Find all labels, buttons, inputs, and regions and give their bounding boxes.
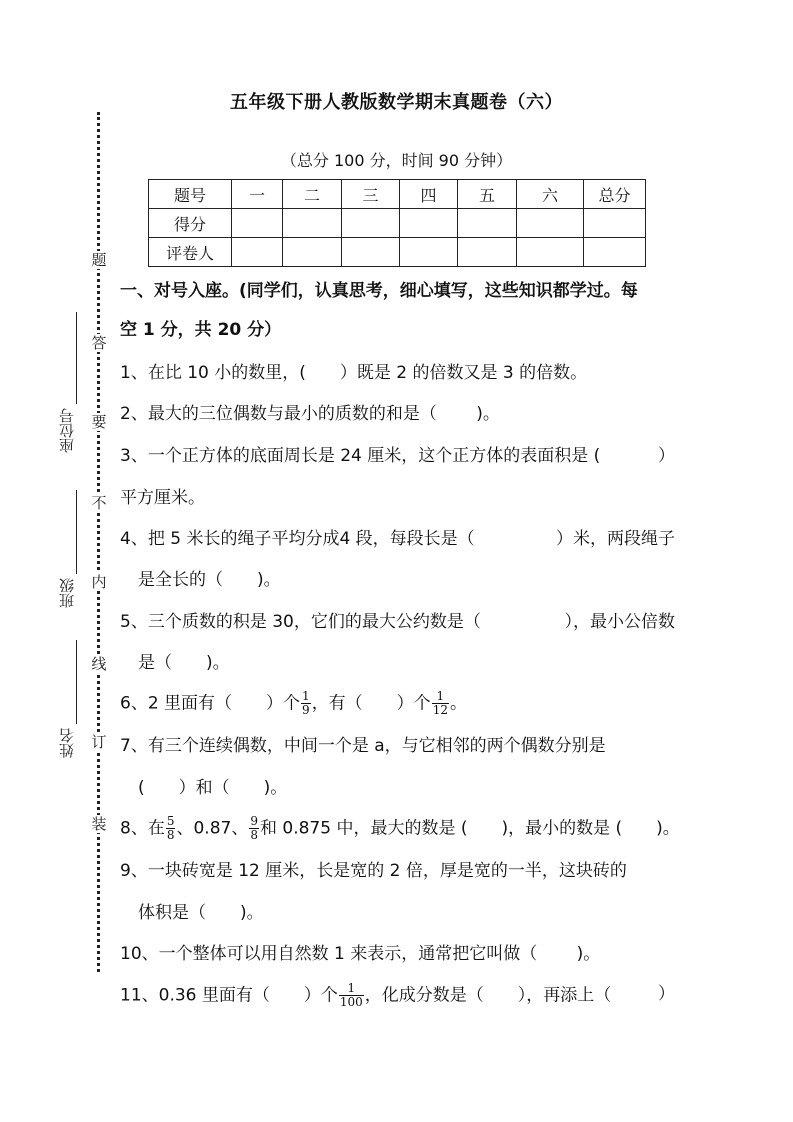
seal-char: 内	[91, 573, 107, 591]
seal-char: 装	[91, 815, 107, 833]
fraction-1-9	[301, 690, 311, 717]
question-5	[120, 610, 675, 634]
score-cell[interactable]	[232, 209, 283, 238]
score-header-cell: 六	[517, 180, 584, 209]
score-table-row-grader	[149, 238, 646, 267]
class-label: 班级	[58, 578, 76, 608]
question-10: 10、一个整体可以用自然数 1 来表示，通常把它叫做（ )。	[120, 944, 601, 964]
question-8-text: 8、在	[120, 818, 165, 839]
question-5-text-end: ），最小公倍数	[564, 612, 675, 632]
score-header-cell: 二	[283, 180, 342, 209]
question-3-text: 3、一个正方体的底面周长是 24 厘米，这个正方体的表面积是 (	[120, 446, 601, 466]
question-6-text: 6、2 里面有（ ）个	[120, 693, 301, 714]
score-header-cell: 五	[458, 180, 517, 209]
score-cell[interactable]	[517, 209, 584, 238]
seal-char: 题	[91, 251, 107, 269]
fraction-1-12	[432, 690, 449, 717]
score-table	[148, 179, 646, 267]
seal-char: 订	[91, 733, 107, 751]
grader-cell[interactable]	[517, 238, 584, 267]
question-11-paren: ）	[658, 984, 675, 1004]
question-4-text: 4、把 5 米长的绳子平均分成4 段，每段长是（	[120, 529, 475, 549]
question-11	[120, 982, 675, 1009]
question-6-text-end: 。	[449, 693, 467, 714]
question-5-continued: 是（ )。	[138, 653, 230, 673]
score-header-cell: 三	[342, 180, 400, 209]
fraction-5-8	[166, 815, 176, 842]
question-4-continued: 是全长的（ )。	[138, 570, 281, 590]
score-table-row-score	[149, 209, 646, 238]
grader-cell[interactable]	[232, 238, 283, 267]
question-8-text-end: 和 0.875 中，最大的数是 ( )，最小的数是 ( )。	[259, 818, 680, 839]
question-4	[120, 527, 675, 551]
section-heading: 一、对号入座。(同学们，认真思考，细心填写，这些知识都学过。每	[120, 281, 638, 301]
seal-char: 线	[91, 655, 107, 673]
seal-char: 要	[91, 413, 107, 431]
fraction-numerator: 1	[302, 689, 310, 703]
question-3-paren: ）	[658, 446, 675, 466]
question-1: 1、在比 10 小的数里，( ）既是 2 的倍数又是 3 的倍数。	[120, 363, 588, 383]
class-underline	[76, 490, 77, 574]
score-table-header-row	[149, 180, 646, 209]
fraction-numerator: 5	[166, 814, 175, 828]
question-8-text-mid: 、0.87、	[176, 818, 249, 839]
name-label: 姓名	[58, 728, 76, 758]
question-2: 2、最大的三位偶数与最小的质数的和是（ )。	[120, 404, 500, 424]
question-4-text-end: ）米，两段绳子	[556, 529, 675, 549]
fraction-denominator: 9	[302, 703, 310, 717]
page-title: 五年级下册人教版数学期末真题卷（六）	[230, 92, 563, 113]
grader-cell[interactable]	[400, 238, 458, 267]
fraction-numerator: 9	[250, 814, 258, 828]
fraction-numerator: 1	[347, 981, 356, 995]
fraction-9-8	[249, 815, 259, 842]
seal-char: 答	[91, 334, 107, 352]
fraction-denominator: 100	[339, 995, 363, 1009]
question-6	[120, 690, 675, 717]
section-heading-continued: 空 1 分，共 20 分）	[120, 320, 282, 340]
seat-number-label: 座位号	[58, 408, 76, 453]
seat-number-underline	[76, 312, 77, 404]
score-cell[interactable]	[458, 209, 517, 238]
class-field[interactable]	[56, 490, 78, 615]
question-11-text-mid: ，化成分数是（ ），再添上（	[364, 985, 612, 1006]
fraction-denominator: 8	[166, 828, 175, 842]
question-9-continued: 体积是（ )。	[138, 903, 264, 923]
question-3	[120, 444, 675, 468]
fraction-denominator: 8	[250, 828, 258, 842]
score-cell[interactable]	[584, 209, 646, 238]
score-cell[interactable]	[400, 209, 458, 238]
grader-cell[interactable]	[584, 238, 646, 267]
question-6-text-mid: ，有（ ）个	[311, 693, 431, 714]
score-row-label: 得分	[149, 209, 232, 238]
score-cell[interactable]	[342, 209, 400, 238]
question-11-text: 11、0.36 里面有（ ）个	[120, 985, 338, 1006]
binding-dotted-line	[97, 112, 100, 972]
question-7: 7、有三个连续偶数，中间一个是 a，与它相邻的两个偶数分别是	[120, 736, 606, 756]
fraction-numerator: 1	[436, 689, 445, 703]
fraction-1-100	[339, 982, 364, 1009]
name-underline	[76, 640, 77, 724]
score-cell[interactable]	[283, 209, 342, 238]
seat-number-field[interactable]	[56, 312, 78, 462]
name-field[interactable]	[56, 640, 78, 765]
question-3-continued: 平方厘米。	[120, 488, 205, 508]
score-header-cell: 一	[232, 180, 283, 209]
grader-cell[interactable]	[342, 238, 400, 267]
question-5-text: 5、三个质数的积是 30，它们的最大公约数是（	[120, 612, 481, 632]
question-9: 9、一块砖宽是 12 厘米，长是宽的 2 倍，厚是宽的一半，这块砖的	[120, 861, 627, 881]
score-header-cell: 总分	[584, 180, 646, 209]
question-7-continued: ( ）和（ )。	[138, 778, 288, 798]
seal-char: 不	[91, 494, 107, 512]
grader-cell[interactable]	[283, 238, 342, 267]
question-11-main	[120, 982, 611, 1009]
fraction-denominator: 12	[432, 703, 448, 717]
question-8	[120, 814, 680, 842]
grader-cell[interactable]	[458, 238, 517, 267]
page-subtitle: （总分 100 分，时间 90 分钟）	[280, 151, 513, 170]
score-header-cell: 四	[400, 180, 458, 209]
score-header-cell: 题号	[149, 180, 232, 209]
grader-row-label: 评卷人	[149, 238, 232, 267]
